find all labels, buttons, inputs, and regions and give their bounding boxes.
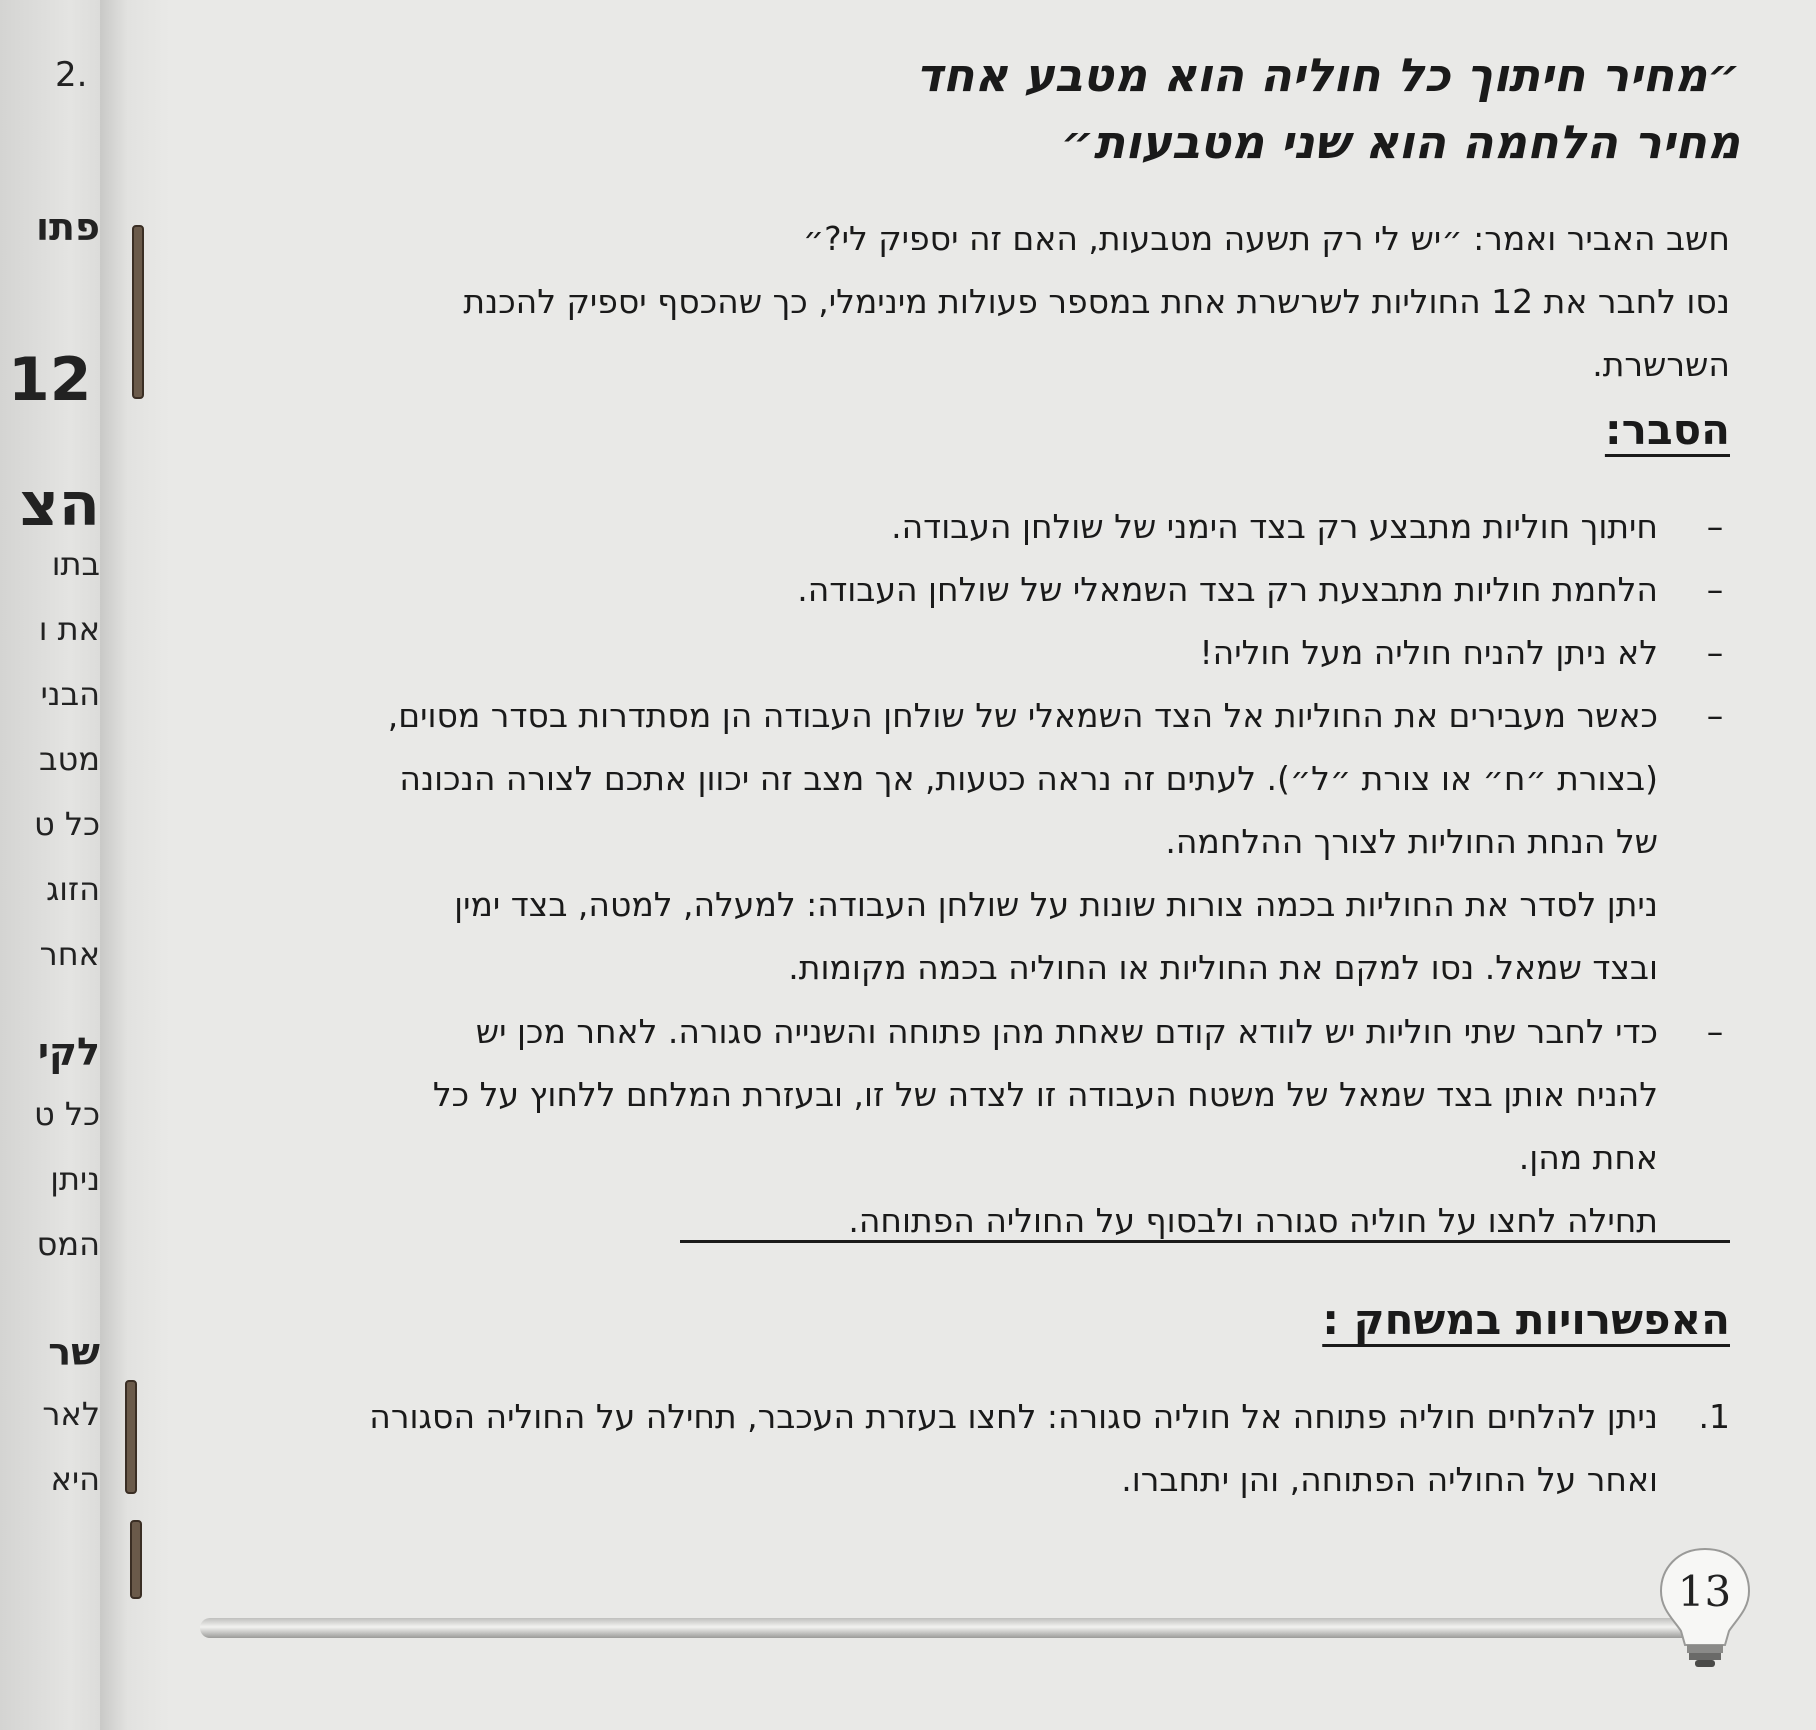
- prev-page-line: לאר: [42, 1395, 100, 1433]
- binding-stitch: [125, 1380, 137, 1494]
- quote-line-2: מחיר הלחמה הוא שני מטבעות״: [1061, 115, 1740, 169]
- prev-page-line: אחר: [39, 935, 100, 973]
- explanation-bullet: [388, 684, 1730, 999]
- bullet-text: ניתן לסדר את החוליות בכמה צורות שונות על שולחן העבודה: למעלה, למטה, בצד ימין: [454, 885, 1658, 924]
- intro-line-2: נסו לחבר את 12 החוליות לשרשרת אחת במספר פעולות מינימלי, כך שהכסף יספיק להכנת: [463, 282, 1730, 321]
- bullet-text: כדי לחבר שתי חוליות יש לוודא קודם שאחת מהן פתוחה והשנייה סגורה. לאחר מכן יש: [475, 1012, 1658, 1051]
- footer-pencil-bar: [200, 1618, 1700, 1638]
- prev-page-line: היא: [50, 1460, 100, 1498]
- bullet-text: (בצורת ״ח״ או צורת ״ל״). לעתים זה נראה כטעות, אך מצב זה יכוון אתכם לצורה הנכונה: [399, 759, 1658, 798]
- previous-page-edge: [0, 0, 100, 1730]
- bullet-text: של הנחת החוליות לצורך ההלחמה.: [1165, 822, 1658, 861]
- binding-gutter: [100, 0, 170, 1730]
- binding-stitch: [130, 1520, 142, 1599]
- explanation-bullet: [797, 558, 1730, 621]
- prev-page-line: את ו: [38, 610, 100, 648]
- bullet-dash: –: [1706, 696, 1724, 735]
- item-number: 1.: [1698, 1397, 1730, 1436]
- quote-line-1: ״מחיר חיתוך כל חוליה הוא מטבע אחד: [915, 48, 1740, 102]
- prev-page-line: כל ט: [33, 805, 100, 843]
- bullet-text: תחילה לחצו על חוליה סגורה ולבסוף על החוליה הפתוחה.: [848, 1201, 1658, 1240]
- intro-line-3: השרשרת.: [1592, 345, 1730, 384]
- binding-stitch: [132, 225, 144, 399]
- prev-page-line: הזוג: [46, 870, 100, 908]
- prev-page-line: לקי: [37, 1030, 100, 1074]
- emphasis-underline: [680, 1240, 1730, 1243]
- intro-line-1: חשב האביר ואמר: ״יש לי רק תשעה מטבעות, האם זה יספיק לי?״: [802, 219, 1730, 258]
- bullet-text: ובצד שמאל. נסו למקם את החוליות או החוליה בכמה מקומות.: [788, 948, 1658, 987]
- prev-page-line: 12: [8, 345, 92, 415]
- options-title: האפשרויות במשחק :: [1322, 1295, 1730, 1344]
- prev-page-line: כל ט: [33, 1095, 100, 1133]
- item-text: ניתן להלחים חוליה פתוחה אל חוליה סגורה: לחצו בעזרת העכבר, תחילה על החוליה הסגורה: [369, 1397, 1658, 1436]
- prev-page-line: הצ: [19, 470, 100, 540]
- explanation-bullet: [1199, 621, 1730, 684]
- bullet-text: חיתוך חוליות מתבצע רק בצד הימני של שולחן העבודה.: [891, 507, 1658, 546]
- prev-page-line: ניתן: [50, 1160, 100, 1198]
- prev-page-number: 2.: [55, 55, 88, 95]
- bullet-text: להניח אותן בצד שמאל של משטח העבודה זו לצדה של זו, ובעזרת המלחם ללחוץ על כל: [432, 1075, 1658, 1114]
- options-item: [369, 1385, 1730, 1511]
- bullet-text: לא ניתן להניח חוליה מעל חוליה!: [1199, 633, 1658, 672]
- bullet-dash: –: [1706, 507, 1724, 546]
- page-number: 13: [1677, 1567, 1732, 1616]
- prev-page-line: הבני: [40, 675, 100, 713]
- document-page: [200, 0, 1780, 1730]
- bullet-text: כאשר מעבירים את החוליות אל הצד השמאלי של שולחן העבודה הן מסתדרות בסדר מסוים,: [387, 696, 1658, 735]
- bullet-text: הלחמת חוליות מתבצעת רק בצד השמאלי של שולחן העבודה.: [797, 570, 1658, 609]
- bullet-dash: –: [1706, 633, 1724, 672]
- prev-page-line: המס: [36, 1225, 100, 1263]
- prev-page-line: מטב: [39, 740, 100, 778]
- prev-page-line: בתו: [51, 545, 100, 583]
- explanation-bullet: [891, 495, 1730, 558]
- bullet-dash: –: [1706, 1012, 1724, 1051]
- bullet-text: אחת מהן.: [1518, 1138, 1658, 1177]
- prev-page-line: פתו: [36, 205, 100, 249]
- bullet-dash: –: [1706, 570, 1724, 609]
- explanation-title: הסבר:: [1604, 405, 1730, 454]
- item-text: ואחר על החוליה הפתוחה, והן יתחברו.: [1121, 1460, 1658, 1499]
- explanation-bullet: [433, 1000, 1730, 1252]
- prev-page-line: שר: [48, 1330, 100, 1374]
